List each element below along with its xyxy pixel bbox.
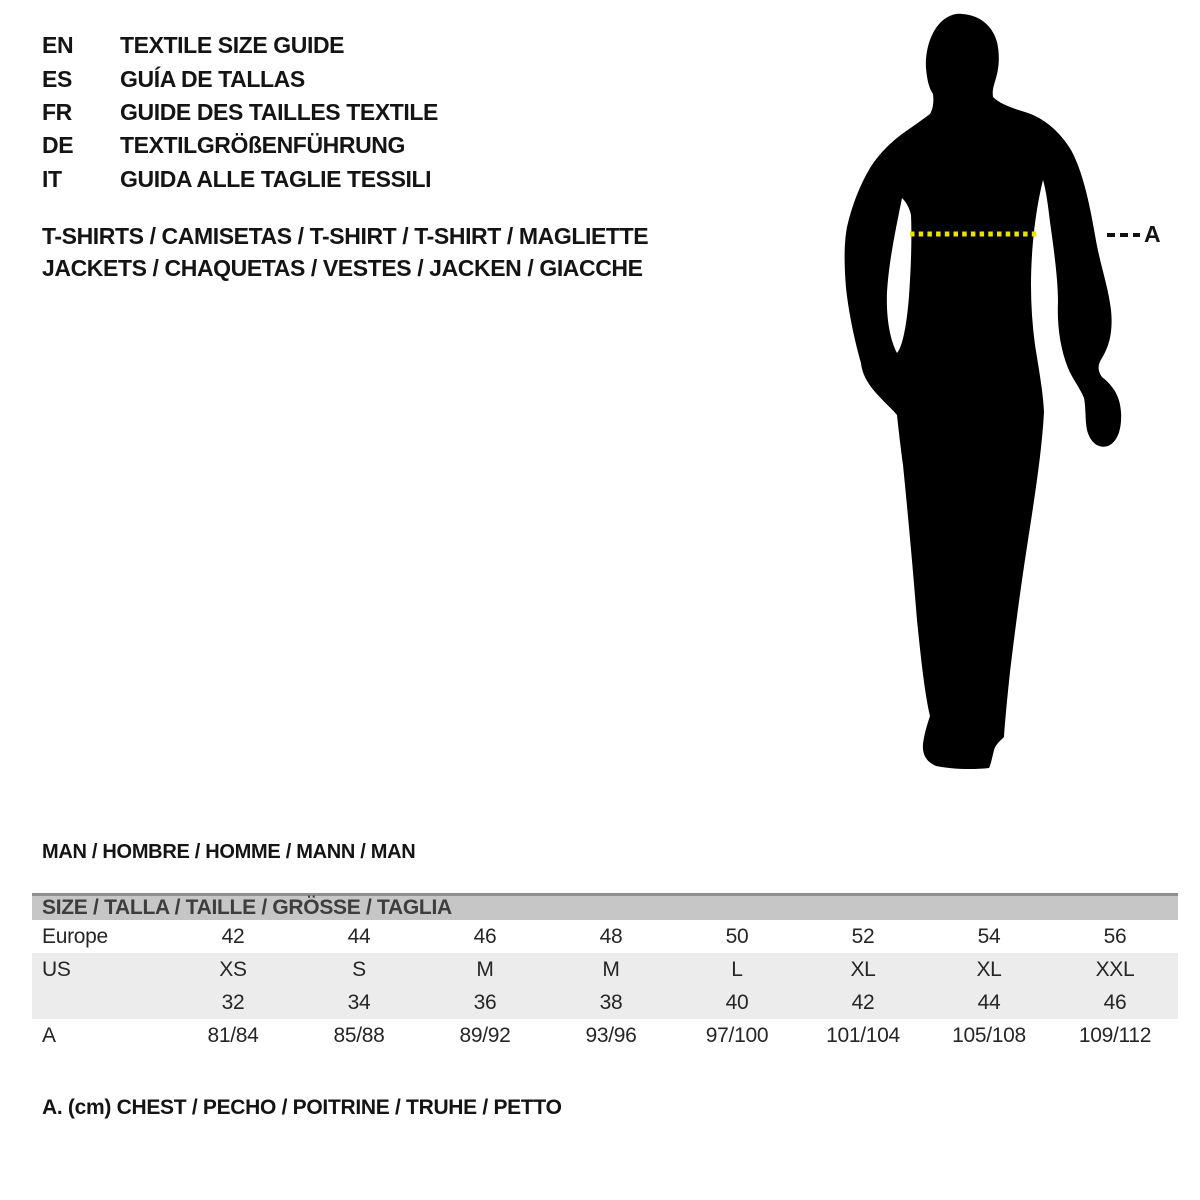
section-title-man: MAN / HOMBRE / HOMME / MANN / MAN (42, 841, 416, 863)
language-title: GUIDA ALLE TAGLIE TESSILI (120, 165, 432, 192)
category-jackets: JACKETS / CHAQUETAS / VESTES / JACKEN / GIACCHE (42, 254, 643, 281)
size-value: 50 (725, 924, 749, 948)
size-value: 44 (347, 924, 371, 948)
size-value: 34 (347, 990, 371, 1014)
size-value: 46 (1103, 990, 1127, 1014)
size-value: XS (219, 957, 247, 981)
size-value: 89/92 (459, 1023, 511, 1047)
size-value: 105/108 (952, 1023, 1026, 1047)
language-title: TEXTILE SIZE GUIDE (120, 32, 345, 59)
size-value: 48 (599, 924, 623, 948)
size-value: 44 (977, 990, 1001, 1014)
language-title: TEXTILGRÖßENFÜHRUNG (120, 132, 405, 159)
size-value: 81/84 (207, 1023, 259, 1047)
language-code: FR (42, 98, 72, 125)
size-value: L (731, 957, 743, 981)
size-value: 46 (473, 924, 497, 948)
language-title: GUIDE DES TAILLES TEXTILE (120, 98, 438, 125)
size-value: S (352, 957, 366, 981)
size-value: XL (976, 957, 1002, 981)
size-table-header-label: SIZE / TALLA / TAILLE / GRÖSSE / TAGLIA (42, 896, 452, 919)
language-code: EN (42, 32, 74, 59)
table-row-us (32, 953, 1178, 986)
size-value: 93/96 (585, 1023, 637, 1047)
measure-label-a: A (1144, 221, 1161, 247)
size-table (32, 893, 1178, 1052)
size-value: M (602, 957, 620, 981)
size-value: 40 (725, 990, 749, 1014)
language-title: GUÍA DE TALLAS (120, 65, 305, 92)
row-label: A (42, 1023, 56, 1047)
size-value: M (476, 957, 494, 981)
language-code: ES (42, 65, 72, 92)
size-value: 42 (851, 990, 875, 1014)
man-silhouette (845, 14, 1122, 769)
size-table-header (32, 893, 1178, 920)
size-value: 54 (977, 924, 1001, 948)
table-row-numeric (32, 986, 1178, 1019)
size-value: 97/100 (705, 1023, 769, 1047)
size-value: XXL (1095, 957, 1135, 981)
size-value: 42 (221, 924, 245, 948)
measurement-footnote: A. (cm) CHEST / PECHO / POITRINE / TRUHE / PETTO (42, 1096, 562, 1119)
size-value: 56 (1103, 924, 1127, 948)
row-label: Europe (42, 924, 108, 948)
table-row-chest-a (32, 1019, 1178, 1052)
size-value: 85/88 (333, 1023, 385, 1047)
category-tshirts: T-SHIRTS / CAMISETAS / T-SHIRT / T-SHIRT / MAGLIETTE (42, 222, 649, 249)
size-value: 36 (473, 990, 497, 1014)
size-value: XL (850, 957, 876, 981)
table-row-europe (32, 920, 1178, 953)
size-value: 38 (599, 990, 623, 1014)
language-code: IT (42, 165, 62, 192)
language-code: DE (42, 132, 74, 159)
row-label: US (42, 957, 71, 981)
size-value: 109/112 (1078, 1023, 1152, 1047)
size-value: 32 (221, 990, 245, 1014)
size-value: 52 (851, 924, 875, 948)
size-value: 101/104 (826, 1023, 900, 1047)
